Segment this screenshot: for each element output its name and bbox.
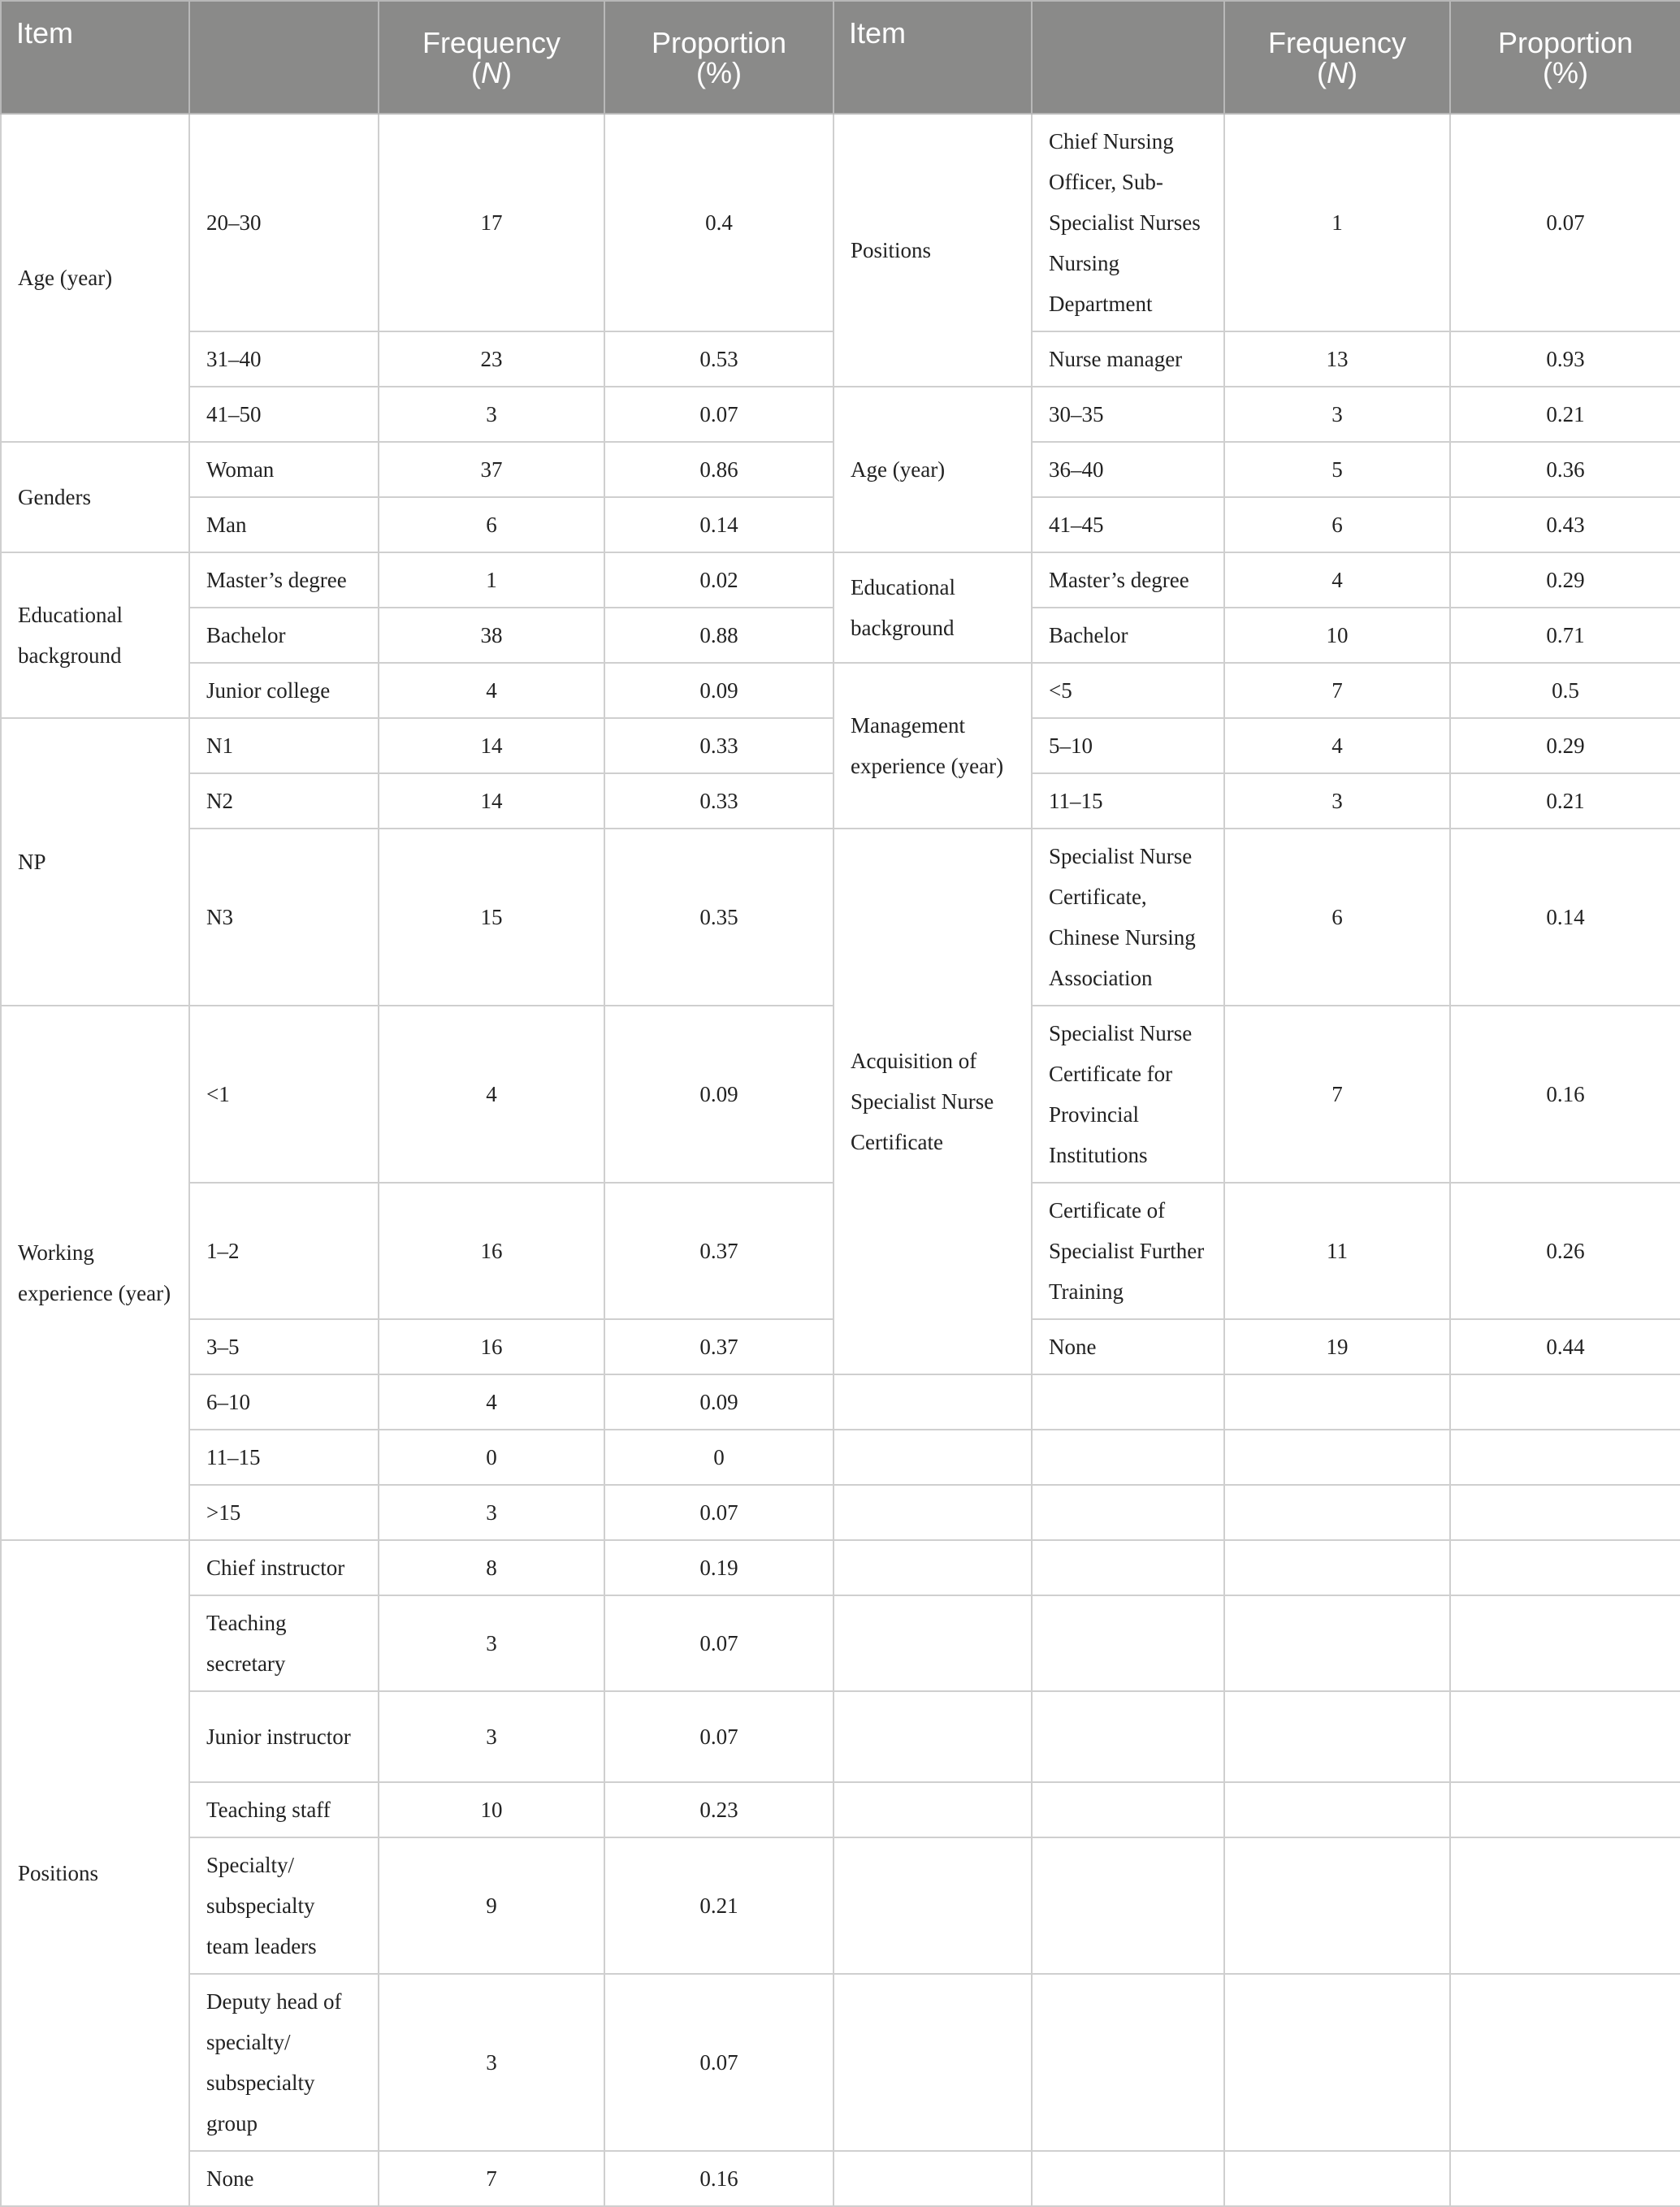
left-sub: <1 xyxy=(189,1006,379,1183)
left-proportion: 0.07 xyxy=(604,1595,834,1691)
right-sub: 41–45 xyxy=(1032,497,1224,552)
left-sub: N2 xyxy=(189,773,379,829)
empty-cell xyxy=(1450,1691,1680,1782)
right-proportion: 0.26 xyxy=(1450,1183,1680,1319)
left-proportion: 0.09 xyxy=(604,663,834,718)
table-row xyxy=(1,1374,1680,1430)
right-frequency: 4 xyxy=(1224,718,1450,773)
left-proportion: 0.35 xyxy=(604,829,834,1006)
right-proportion: 0.21 xyxy=(1450,387,1680,442)
right-frequency: 7 xyxy=(1224,1006,1450,1183)
left-proportion: 0.86 xyxy=(604,442,834,497)
empty-cell xyxy=(1224,1782,1450,1837)
right-sub: 11–15 xyxy=(1032,773,1224,829)
right-frequency: 3 xyxy=(1224,387,1450,442)
right-sub: Bachelor xyxy=(1032,608,1224,663)
left-group-working: Working experience (year) xyxy=(1,1006,189,1540)
empty-cell xyxy=(1450,1540,1680,1595)
table-row xyxy=(1,1782,1680,1837)
right-proportion: 0.21 xyxy=(1450,773,1680,829)
left-sub: 11–15 xyxy=(189,1430,379,1485)
right-frequency: 6 xyxy=(1224,829,1450,1006)
table-row xyxy=(1,1691,1680,1782)
left-frequency: 9 xyxy=(379,1837,604,1974)
left-proportion: 0.53 xyxy=(604,331,834,387)
right-frequency: 11 xyxy=(1224,1183,1450,1319)
left-frequency: 8 xyxy=(379,1540,604,1595)
right-group-management: Management experience (year) xyxy=(834,663,1032,829)
left-frequency: 38 xyxy=(379,608,604,663)
left-sub: 31–40 xyxy=(189,331,379,387)
left-proportion: 0.16 xyxy=(604,2151,834,2206)
left-frequency: 1 xyxy=(379,552,604,608)
right-sub: 5–10 xyxy=(1032,718,1224,773)
empty-cell xyxy=(1224,2151,1450,2206)
right-proportion: 0.14 xyxy=(1450,829,1680,1006)
left-frequency: 16 xyxy=(379,1183,604,1319)
empty-cell xyxy=(1224,1974,1450,2151)
right-sub: Nurse manager xyxy=(1032,331,1224,387)
left-sub: 6–10 xyxy=(189,1374,379,1430)
left-frequency: 3 xyxy=(379,1974,604,2151)
empty-cell xyxy=(1032,1837,1224,1974)
right-proportion: 0.5 xyxy=(1450,663,1680,718)
right-proportion: 0.29 xyxy=(1450,552,1680,608)
empty-cell xyxy=(1450,1782,1680,1837)
right-frequency: 3 xyxy=(1224,773,1450,829)
left-frequency: 14 xyxy=(379,718,604,773)
header-proportion-label: Proportion xyxy=(651,25,787,59)
empty-cell xyxy=(1450,1837,1680,1974)
left-proportion: 0.07 xyxy=(604,387,834,442)
left-frequency: 16 xyxy=(379,1319,604,1374)
left-frequency: 23 xyxy=(379,331,604,387)
left-sub: Bachelor xyxy=(189,608,379,663)
left-sub: None xyxy=(189,2151,379,2206)
left-proportion: 0.37 xyxy=(604,1319,834,1374)
right-frequency: 13 xyxy=(1224,331,1450,387)
header-frequency-label: Frequency xyxy=(422,25,561,59)
left-sub: Junior instructor xyxy=(189,1691,379,1782)
empty-cell xyxy=(1032,1540,1224,1595)
left-frequency: 17 xyxy=(379,114,604,331)
right-proportion: 0.29 xyxy=(1450,718,1680,773)
left-group-np: NP xyxy=(1,718,189,1006)
left-proportion: 0.19 xyxy=(604,1540,834,1595)
right-sub: 30–35 xyxy=(1032,387,1224,442)
empty-cell xyxy=(1224,1691,1450,1782)
left-sub: N3 xyxy=(189,829,379,1006)
table-row xyxy=(1,829,1680,1006)
left-sub: Teaching staff xyxy=(189,1782,379,1837)
left-frequency: 7 xyxy=(379,2151,604,2206)
left-proportion: 0 xyxy=(604,1430,834,1485)
right-frequency: 1 xyxy=(1224,114,1450,331)
empty-cell xyxy=(834,1782,1032,1837)
empty-cell xyxy=(1032,1485,1224,1540)
right-group-education: Educational background xyxy=(834,552,1032,663)
left-proportion: 0.21 xyxy=(604,1837,834,1974)
empty-cell xyxy=(834,1974,1032,2151)
empty-cell xyxy=(1032,1782,1224,1837)
right-group-positions: Positions xyxy=(834,114,1032,387)
left-frequency: 3 xyxy=(379,1485,604,1540)
left-sub: Specialty/ subspecialty team leaders xyxy=(189,1837,379,1974)
left-sub: Man xyxy=(189,497,379,552)
right-frequency: 7 xyxy=(1224,663,1450,718)
left-frequency: 4 xyxy=(379,1374,604,1430)
right-sub: Certificate of Specialist Further Training xyxy=(1032,1183,1224,1319)
empty-cell xyxy=(1450,1374,1680,1430)
left-sub: 41–50 xyxy=(189,387,379,442)
right-sub: Chief Nursing Officer, Sub-Specialist Nurses Nursing Department xyxy=(1032,114,1224,331)
empty-cell xyxy=(834,1374,1032,1430)
table-row xyxy=(1,114,1680,331)
right-frequency: 4 xyxy=(1224,552,1450,608)
header-proportion-unit: (%) xyxy=(1543,55,1588,89)
header-frequency-right: Frequency (N) xyxy=(1224,1,1450,114)
left-frequency: 3 xyxy=(379,387,604,442)
header-sub-left xyxy=(189,1,379,114)
empty-cell xyxy=(1224,1540,1450,1595)
header-frequency-label: Frequency xyxy=(1267,25,1407,59)
right-proportion: 0.36 xyxy=(1450,442,1680,497)
left-frequency: 4 xyxy=(379,1006,604,1183)
left-sub: 3–5 xyxy=(189,1319,379,1374)
empty-cell xyxy=(834,1595,1032,1691)
table-row xyxy=(1,1595,1680,1691)
right-proportion: 0.71 xyxy=(1450,608,1680,663)
right-frequency: 19 xyxy=(1224,1319,1450,1374)
left-proportion: 0.33 xyxy=(604,718,834,773)
table-row xyxy=(1,1485,1680,1540)
left-proportion: 0.07 xyxy=(604,1691,834,1782)
left-sub: Chief instructor xyxy=(189,1540,379,1595)
left-sub: Master’s degree xyxy=(189,552,379,608)
empty-cell xyxy=(1032,1430,1224,1485)
empty-cell xyxy=(1224,1837,1450,1974)
empty-cell xyxy=(834,1691,1032,1782)
right-frequency: 5 xyxy=(1224,442,1450,497)
empty-cell xyxy=(1032,1691,1224,1782)
empty-cell xyxy=(1450,1974,1680,2151)
empty-cell xyxy=(834,1485,1032,1540)
left-frequency: 3 xyxy=(379,1595,604,1691)
left-sub: Junior college xyxy=(189,663,379,718)
left-proportion: 0.02 xyxy=(604,552,834,608)
empty-cell xyxy=(834,1540,1032,1595)
left-proportion: 0.09 xyxy=(604,1374,834,1430)
right-sub: None xyxy=(1032,1319,1224,1374)
right-sub: 36–40 xyxy=(1032,442,1224,497)
empty-cell xyxy=(1224,1485,1450,1540)
left-proportion: 0.09 xyxy=(604,1006,834,1183)
table-row xyxy=(1,1837,1680,1974)
left-proportion: 0.33 xyxy=(604,773,834,829)
left-sub: Woman xyxy=(189,442,379,497)
table-row xyxy=(1,552,1680,608)
empty-cell xyxy=(1224,1374,1450,1430)
left-proportion: 0.37 xyxy=(604,1183,834,1319)
right-frequency: 10 xyxy=(1224,608,1450,663)
left-group-positions: Positions xyxy=(1,1540,189,2206)
right-proportion: 0.43 xyxy=(1450,497,1680,552)
left-group-education: Educational background xyxy=(1,552,189,718)
empty-cell xyxy=(1450,1485,1680,1540)
table-row xyxy=(1,2151,1680,2206)
left-frequency: 15 xyxy=(379,829,604,1006)
empty-cell xyxy=(1032,1374,1224,1430)
header-proportion-right xyxy=(1450,1,1680,114)
header-frequency-unit: N xyxy=(1327,55,1348,89)
header-proportion-left xyxy=(604,1,834,114)
table-row xyxy=(1,1540,1680,1595)
left-group-age: Age (year) xyxy=(1,114,189,442)
empty-cell xyxy=(1224,1595,1450,1691)
table-row xyxy=(1,1430,1680,1485)
header-frequency-unit: N xyxy=(481,55,502,89)
empty-cell xyxy=(1224,1430,1450,1485)
left-proportion: 0.88 xyxy=(604,608,834,663)
left-proportion: 0.14 xyxy=(604,497,834,552)
left-proportion: 0.23 xyxy=(604,1782,834,1837)
right-frequency: 6 xyxy=(1224,497,1450,552)
header-sub-right xyxy=(1032,1,1224,114)
left-proportion: 0.07 xyxy=(604,1974,834,2151)
left-frequency: 37 xyxy=(379,442,604,497)
left-frequency: 10 xyxy=(379,1782,604,1837)
left-frequency: 6 xyxy=(379,497,604,552)
header-frequency-left: Frequency (N) xyxy=(379,1,604,114)
left-sub: 20–30 xyxy=(189,114,379,331)
left-proportion: 0.4 xyxy=(604,114,834,331)
table-row xyxy=(1,663,1680,718)
empty-cell xyxy=(1032,1974,1224,2151)
left-frequency: 3 xyxy=(379,1691,604,1782)
left-frequency: 4 xyxy=(379,663,604,718)
right-group-certificate: Acquisition of Specialist Nurse Certificate xyxy=(834,829,1032,1374)
left-sub: 1–2 xyxy=(189,1183,379,1319)
header-proportion-label: Proportion xyxy=(1497,25,1634,59)
header-item-right: Item xyxy=(834,1,1032,114)
left-sub: >15 xyxy=(189,1485,379,1540)
table-row xyxy=(1,1974,1680,2151)
right-group-age: Age (year) xyxy=(834,387,1032,552)
table-row xyxy=(1,387,1680,442)
right-proportion: 0.07 xyxy=(1450,114,1680,331)
left-sub: Deputy head of specialty/ subspecialty group xyxy=(189,1974,379,2151)
header-row xyxy=(1,1,1680,114)
empty-cell xyxy=(834,1430,1032,1485)
left-proportion: 0.07 xyxy=(604,1485,834,1540)
empty-cell xyxy=(1450,2151,1680,2206)
right-sub: Master’s degree xyxy=(1032,552,1224,608)
left-sub: Teaching secretary xyxy=(189,1595,379,1691)
left-frequency: 0 xyxy=(379,1430,604,1485)
header-proportion-unit: (%) xyxy=(696,55,742,89)
right-proportion: 0.16 xyxy=(1450,1006,1680,1183)
header-item-left: Item xyxy=(1,1,189,114)
right-sub: <5 xyxy=(1032,663,1224,718)
empty-cell xyxy=(834,2151,1032,2206)
empty-cell xyxy=(834,1837,1032,1974)
right-proportion: 0.93 xyxy=(1450,331,1680,387)
left-frequency: 14 xyxy=(379,773,604,829)
right-proportion: 0.44 xyxy=(1450,1319,1680,1374)
right-sub: Specialist Nurse Certificate for Provincial Institutions xyxy=(1032,1006,1224,1183)
left-group-genders: Genders xyxy=(1,442,189,552)
left-sub: N1 xyxy=(189,718,379,773)
empty-cell xyxy=(1450,1595,1680,1691)
empty-cell xyxy=(1032,2151,1224,2206)
empty-cell xyxy=(1032,1595,1224,1691)
empty-cell xyxy=(1450,1430,1680,1485)
right-sub: Specialist Nurse Certificate, Chinese Nursing Association xyxy=(1032,829,1224,1006)
